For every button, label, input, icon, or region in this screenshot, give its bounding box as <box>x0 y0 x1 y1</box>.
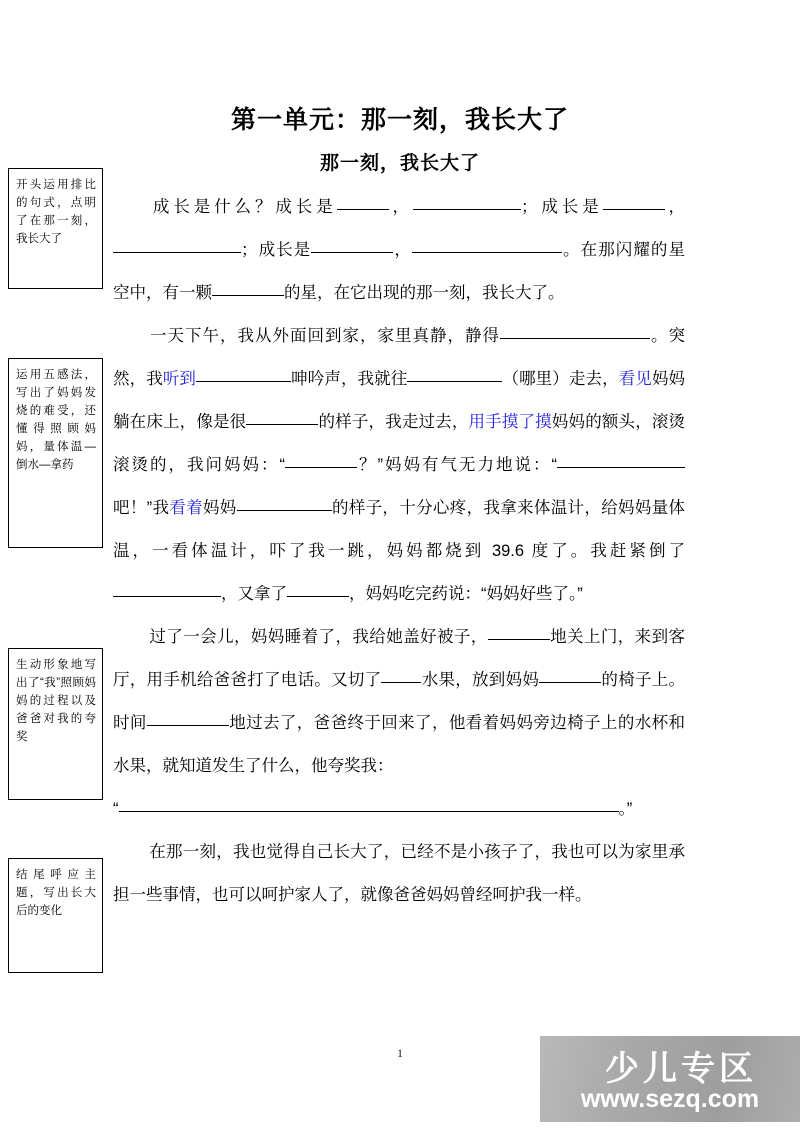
p2-text-11: 的样子，十分心疼，我拿来体温计，给妈妈量体温，一看体温计，吓了我一跳，妈妈都烧到 39.6 度了。我赶紧倒了 <box>113 499 686 560</box>
blank-field[interactable] <box>113 583 221 597</box>
blank-field[interactable] <box>557 454 685 468</box>
blank-field[interactable] <box>113 239 241 253</box>
p4-text-1: 在那一刻，我也觉得自己长大了，已经不是小孩子了，我也可以为家里承担一些事情，也可以呵护家人了，就像爸爸妈妈曾经呵护我一样。 <box>113 843 685 904</box>
p1-text-8: 的星，在它出现的那一刻，我长大了。 <box>284 284 565 302</box>
p2-text-12: ，又拿了 <box>221 585 287 603</box>
blank-field[interactable] <box>196 368 291 382</box>
p2-text-6: 的样子，我走过去， <box>318 413 469 431</box>
blank-field[interactable] <box>212 282 284 296</box>
blank-field[interactable] <box>488 626 550 640</box>
p2-text-1: 一天下午，我从外面回到家，家里真静，静得 <box>149 327 500 345</box>
p3-text-2: 地关上门，来到客厅，用手机给爸爸打了电话。又切了 <box>113 628 686 689</box>
blank-field[interactable] <box>539 669 601 683</box>
paragraph-1 <box>113 186 685 315</box>
quote-open-mark: “ <box>113 800 119 818</box>
watermark-brand: 少儿专区 <box>605 1050 757 1088</box>
blank-field[interactable] <box>311 239 393 253</box>
blank-field[interactable] <box>603 196 665 210</box>
blank-field[interactable] <box>407 368 502 382</box>
page-number: 1 <box>397 1046 403 1060</box>
p2-text-10: 妈妈 <box>202 499 237 517</box>
quote-close-mark: ” <box>626 800 633 818</box>
blank-field[interactable] <box>287 583 349 597</box>
blank-field[interactable] <box>147 712 229 726</box>
blank-field[interactable] <box>237 497 332 511</box>
blank-field[interactable] <box>413 196 521 210</box>
blank-field-long[interactable] <box>119 798 619 812</box>
p1-text-1: 成长是什么？成长是 <box>149 198 337 216</box>
watermark-url: www.sezq.com <box>580 1085 760 1113</box>
p3-text-5: 地过去了，爸爸终于回来了，他看着妈妈旁边椅子上的水杯和水果，就知道发生了什么，他夸奖我： <box>113 714 686 775</box>
essay-body <box>113 186 685 917</box>
quote-end-punct: 。 <box>618 800 627 818</box>
sense-verb-touch: 用手摸了摸 <box>468 413 552 431</box>
p2-text-2: 。突然，我 <box>113 327 685 388</box>
annotation-box-opening: 开头运用排比的句式，点明了在那一刻，我长大了 <box>8 168 103 289</box>
p1-text-6: ， <box>393 241 412 259</box>
page-title: 第一单元：那一刻，我长大了 <box>230 106 569 134</box>
annotation-box-five-senses: 运用五感法，写出了妈妈发烧的难受，还懂得照顾妈妈，量体温—倒水—拿药 <box>8 358 103 548</box>
p2-text-7: 妈妈的额头，滚烫滚烫的，我问妈妈：“ <box>113 413 686 474</box>
blank-field[interactable] <box>246 411 318 425</box>
p2-text-5: 妈妈躺在床上，像是很 <box>113 370 686 431</box>
paragraph-3-quote-line <box>113 788 685 831</box>
page-subtitle: 那一刻，我长大了 <box>319 153 480 174</box>
annotation-box-process-and-praise: 生动形象地写出了“我”照顾妈妈的过程以及爸爸对我的夸奖 <box>8 648 103 800</box>
watermark-banner <box>540 1036 800 1122</box>
paragraph-3 <box>113 616 685 788</box>
p3-text-1: 过了一会儿，妈妈睡着了，我给她盖好被子， <box>149 628 488 646</box>
sense-verb-see: 看见 <box>618 370 652 388</box>
p1-text-4: ， <box>664 198 686 216</box>
p1-text-7: 。在那闪耀的星空中，有一颗 <box>113 241 686 302</box>
p1-text-2: ， <box>388 198 413 216</box>
p2-text-8: ？”妈妈有气无力地说：“ <box>357 456 557 474</box>
paragraph-4 <box>113 831 685 917</box>
p1-text-3: ；成长是 <box>520 198 603 216</box>
p2-text-13: ，妈妈吃完药说：“妈妈好些了。” <box>349 585 583 603</box>
blank-field[interactable] <box>337 196 389 210</box>
p2-text-4: （哪里）走去， <box>502 370 619 388</box>
blank-field[interactable] <box>381 669 421 683</box>
p3-text-3: 水果，放到妈妈 <box>421 671 540 689</box>
p1-text-5: ；成长是 <box>241 241 312 259</box>
annotation-box-ending: 结尾呼应主题，写出长大后的变化 <box>8 858 103 973</box>
p2-text-9: 吧！”我 <box>113 499 170 517</box>
blank-field[interactable] <box>412 239 562 253</box>
sense-verb-watch: 看着 <box>169 499 203 517</box>
blank-field[interactable] <box>285 454 357 468</box>
blank-field[interactable] <box>500 325 650 339</box>
p3-text-4: 的椅子上。时间 <box>113 671 686 732</box>
p2-text-3: 呻吟声，我就往 <box>291 370 408 388</box>
sense-verb-hear: 听到 <box>162 370 197 388</box>
paragraph-2 <box>113 315 685 616</box>
